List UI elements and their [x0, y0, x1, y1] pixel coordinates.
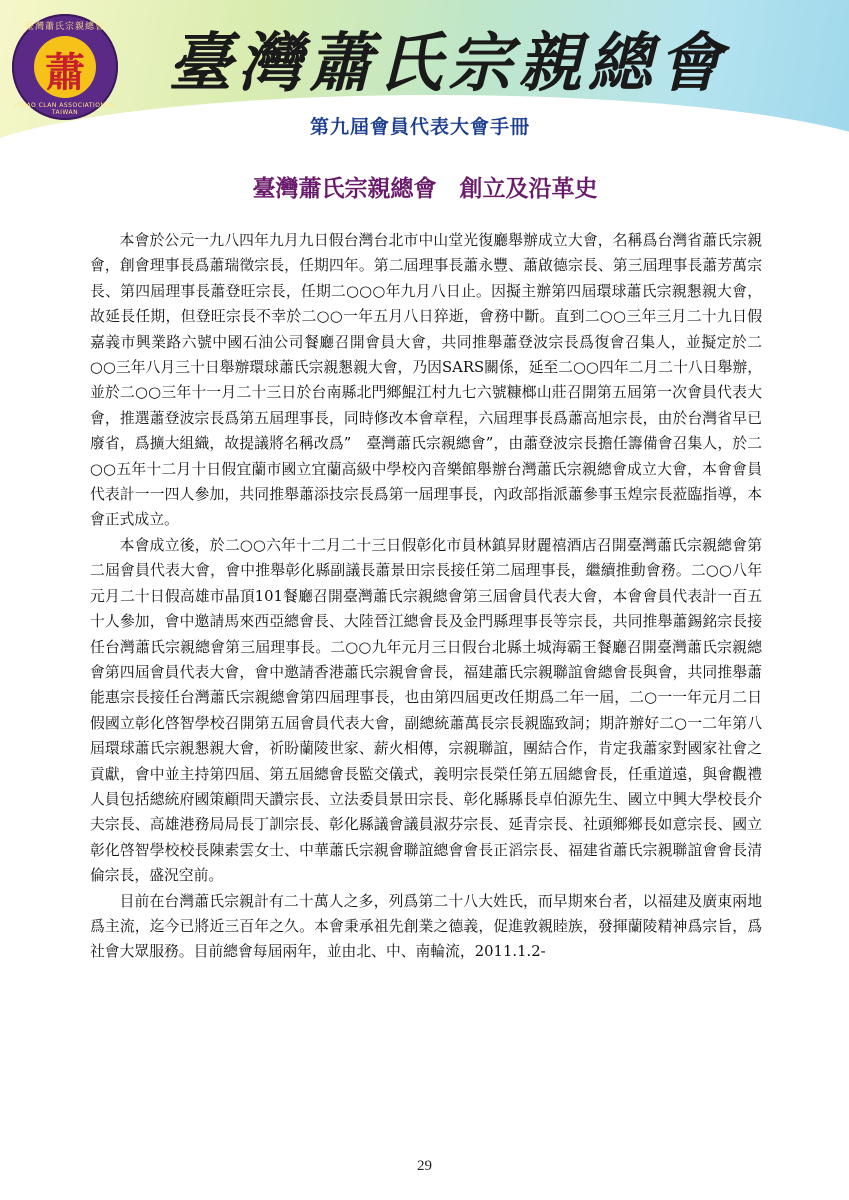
page-number: 29: [417, 1158, 432, 1174]
seal-top-text: 臺灣蕭氏宗親總會: [24, 22, 105, 32]
organization-title: 臺灣蕭氏宗親總會: [168, 26, 728, 101]
paragraph: 本會成立後，於二○○六年十二月二十三日假彰化市員林鎮昇財麗禧酒店召開臺灣蕭氏宗親總會第二屆會員代表大會，會中推舉彰化縣副議長蕭景田宗長接任第二屆理事長，繼續推動會務。二○○八年元月二十日假高雄市晶頂101餐廳召開臺灣蕭氏宗親總會第三屆會員代表大會，本會會員代表計一百五十人參加，會中邀請馬來西亞總會長、大陸晉江總會長及金門縣理事長等宗長，共同推舉蕭錫銘宗長接任台灣蕭氏宗親總會第三屆理事長。二○○九年元月三日假台北縣土城海霸王餐廳召開臺灣蕭氏宗親總會第四屆會員代表大會，會中邀請香港蕭氏宗親會會長，福建蕭氏宗親聯誼會總會長與會，共同推舉蕭能惠宗長接任台灣蕭氏宗親總會第四屆理事長，也由第四屆更改任期爲二年一屆，二○一一年元月二日假國立彰化啓智學校召開第五屆會員代表大會，副總統蕭萬長宗長親臨致詞；期許辦好二○一二年第八屆環球蕭氏宗親懇親大會，祈盼蘭陵世家、薪火相傳，宗親聯誼，團結合作，肯定我蕭家對國家社會之貢獻，會中並主持第四屆、第五屆總會長監交儀式，義明宗長榮任第五屆總會長，任重道遠，與會觀禮人員包括總統府國策顧問天讚宗長、立法委員景田宗長、彰化縣縣長卓伯源先生、國立中興大學校長介夫宗長、高雄港務局局長丁訓宗長、彰化縣議會議員淑芬宗長、延青宗長、社頭鄉鄉長如意宗長、國立彰化啓智學校校長陳素雲女士、中華蕭氏宗親會聯誼總會會長正滔宗長、福建省蕭氏宗親聯誼會會長清倫宗長，盛況空前。: [90, 536, 762, 885]
paragraph: 目前在台灣蕭氏宗親計有二十萬人之多，列爲第二十八大姓氏，而早期來台者，以福建及廣東兩地爲主流，迄今已將近三百年之久。本會秉承祖先創業之德義，促進敦親睦族，發揮蘭陵精神爲宗旨，爲社會大眾服務。目前總會每屆兩年，並由北、中、南輪流，2011.1.2-: [90, 892, 762, 961]
seal-bottom-text: HSIAO CLAN ASSOCIATION IN TAIWAN: [14, 102, 116, 116]
paragraph: 本會於公元一九八四年九月九日假台灣台北市中山堂光復廳舉辦成立大會，名稱爲台灣省蕭氏宗親會，創會理事長爲蕭瑞徵宗長，任期四年。第二屆理事長蕭永豐、蕭啟德宗長、第三屆理事長蕭芳萬宗長、第四屆理事長蕭登旺宗長，任期二○○○年九月八日止。因擬主辦第四屆環球蕭氏宗親懇親大會，故延長任期，但登旺宗長不幸於二○○一年五月八日猝逝，會務中斷。直到二○○三年三月二十九日假嘉義市興業路六號中國石油公司餐廳召開會員大會，共同推舉蕭登波宗長爲復會召集人，並擬定於二○○三年八月三十日舉辦環球蕭氏宗親懇親大會，乃因SARS關係，延至二○○四年二月二十八日舉辦，並於二○○三年十一月二十三日於台南縣北門鄉鯤江村九七六號糠榔山莊召開第五屆第一次會員代表大會，推選蕭登波宗長爲第五屆理事長，同時修改本會章程，六屆理事長爲蕭高旭宗長，由於台灣省早已廢省，爲擴大組織，故提議將名稱改爲” 臺灣蕭氏宗親總會”，由蕭登波宗長擔任籌備會召集人，於二○○五年十二月十日假宜蘭市國立宜蘭高級中學校內音樂館舉辦台灣蕭氏宗親總會成立大會，本會會員代表計一一四人參加，共同推舉蕭添技宗長爲第一屆理事長，內政部指派蕭參事玉煌宗長蒞臨指導，本會正式成立。: [90, 232, 762, 529]
association-seal-logo: [12, 14, 118, 120]
handbook-subtitle: 第九屆會員代表大會手冊: [309, 116, 530, 138]
document-body: [90, 228, 762, 965]
document-heading: 臺灣蕭氏宗親總會 創立及沿革史: [252, 175, 598, 202]
page-header-banner: [0, 0, 849, 145]
seal-glyph: 蕭: [45, 49, 85, 96]
